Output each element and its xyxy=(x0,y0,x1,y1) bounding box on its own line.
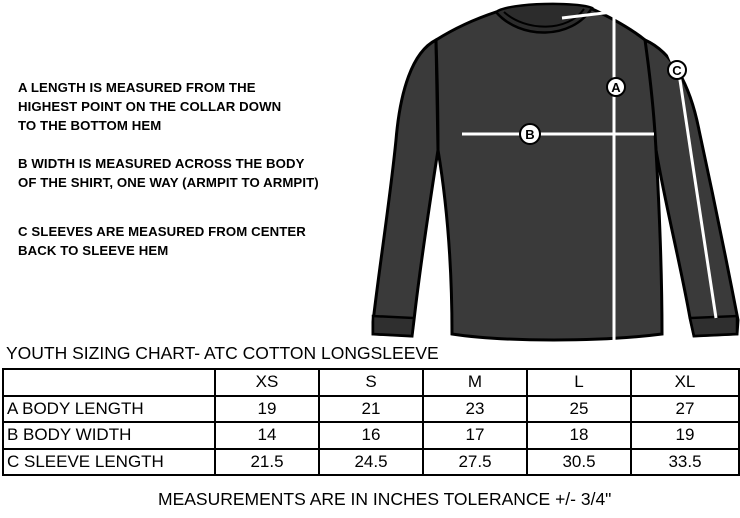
shirt-body xyxy=(436,8,662,340)
shirt-diagram xyxy=(368,0,740,345)
note-sleeve xyxy=(18,222,378,260)
row-label: C SLEEVE LENGTH xyxy=(3,449,215,476)
size-header-xl: XL xyxy=(631,369,739,396)
note-line: A LENGTH IS MEASURED FROM THE xyxy=(18,80,256,95)
note-line: OF THE SHIRT, ONE WAY (ARMPIT TO ARMPIT) xyxy=(18,175,319,190)
chart-title: YOUTH SIZING CHART- ATC COTTON LONGSLEEVE xyxy=(6,343,439,363)
footer-note: MEASUREMENTS ARE IN INCHES TOLERANCE +/- 3/4" xyxy=(158,489,612,509)
table-cell: 21.5 xyxy=(215,449,319,476)
table-cell: 17 xyxy=(423,422,527,449)
note-length xyxy=(18,78,378,135)
left-sleeve xyxy=(373,40,438,336)
table-cell: 21 xyxy=(319,396,423,423)
table-cell: 19 xyxy=(631,422,739,449)
note-line: TO THE BOTTOM HEM xyxy=(18,118,162,133)
table-cell: 27 xyxy=(631,396,739,423)
table-cell: 27.5 xyxy=(423,449,527,476)
table-row xyxy=(3,449,739,476)
left-cuff xyxy=(373,316,414,336)
size-header-xs: XS xyxy=(215,369,319,396)
marker-a xyxy=(607,78,625,96)
table-cell: 19 xyxy=(215,396,319,423)
table-header-cell xyxy=(3,369,215,396)
marker-c xyxy=(668,61,686,79)
note-line: C SLEEVES ARE MEASURED FROM CENTER xyxy=(18,224,306,239)
note-line: HIGHEST POINT ON THE COLLAR DOWN xyxy=(18,99,282,114)
row-label: B BODY WIDTH xyxy=(3,422,215,449)
size-table xyxy=(2,368,740,476)
marker-a-label: A xyxy=(611,80,621,95)
table-cell: 23 xyxy=(423,396,527,423)
table-row xyxy=(3,396,739,423)
size-header-m: M xyxy=(423,369,527,396)
table-cell: 25 xyxy=(527,396,631,423)
table-cell: 18 xyxy=(527,422,631,449)
table-cell: 33.5 xyxy=(631,449,739,476)
table-cell: 24.5 xyxy=(319,449,423,476)
table-cell: 14 xyxy=(215,422,319,449)
row-label: A BODY LENGTH xyxy=(3,396,215,423)
table-header-row xyxy=(3,369,739,396)
marker-c-label: C xyxy=(672,63,682,78)
note-line: BACK TO SLEEVE HEM xyxy=(18,243,169,258)
table-cell: 30.5 xyxy=(527,449,631,476)
marker-b-label: B xyxy=(525,127,535,142)
table-cell: 16 xyxy=(319,422,423,449)
marker-b xyxy=(520,124,540,144)
right-cuff xyxy=(690,316,737,336)
note-line: B WIDTH IS MEASURED ACROSS THE BODY xyxy=(18,156,305,171)
size-header-s: S xyxy=(319,369,423,396)
size-header-l: L xyxy=(527,369,631,396)
note-width xyxy=(18,154,378,192)
table-row xyxy=(3,422,739,449)
